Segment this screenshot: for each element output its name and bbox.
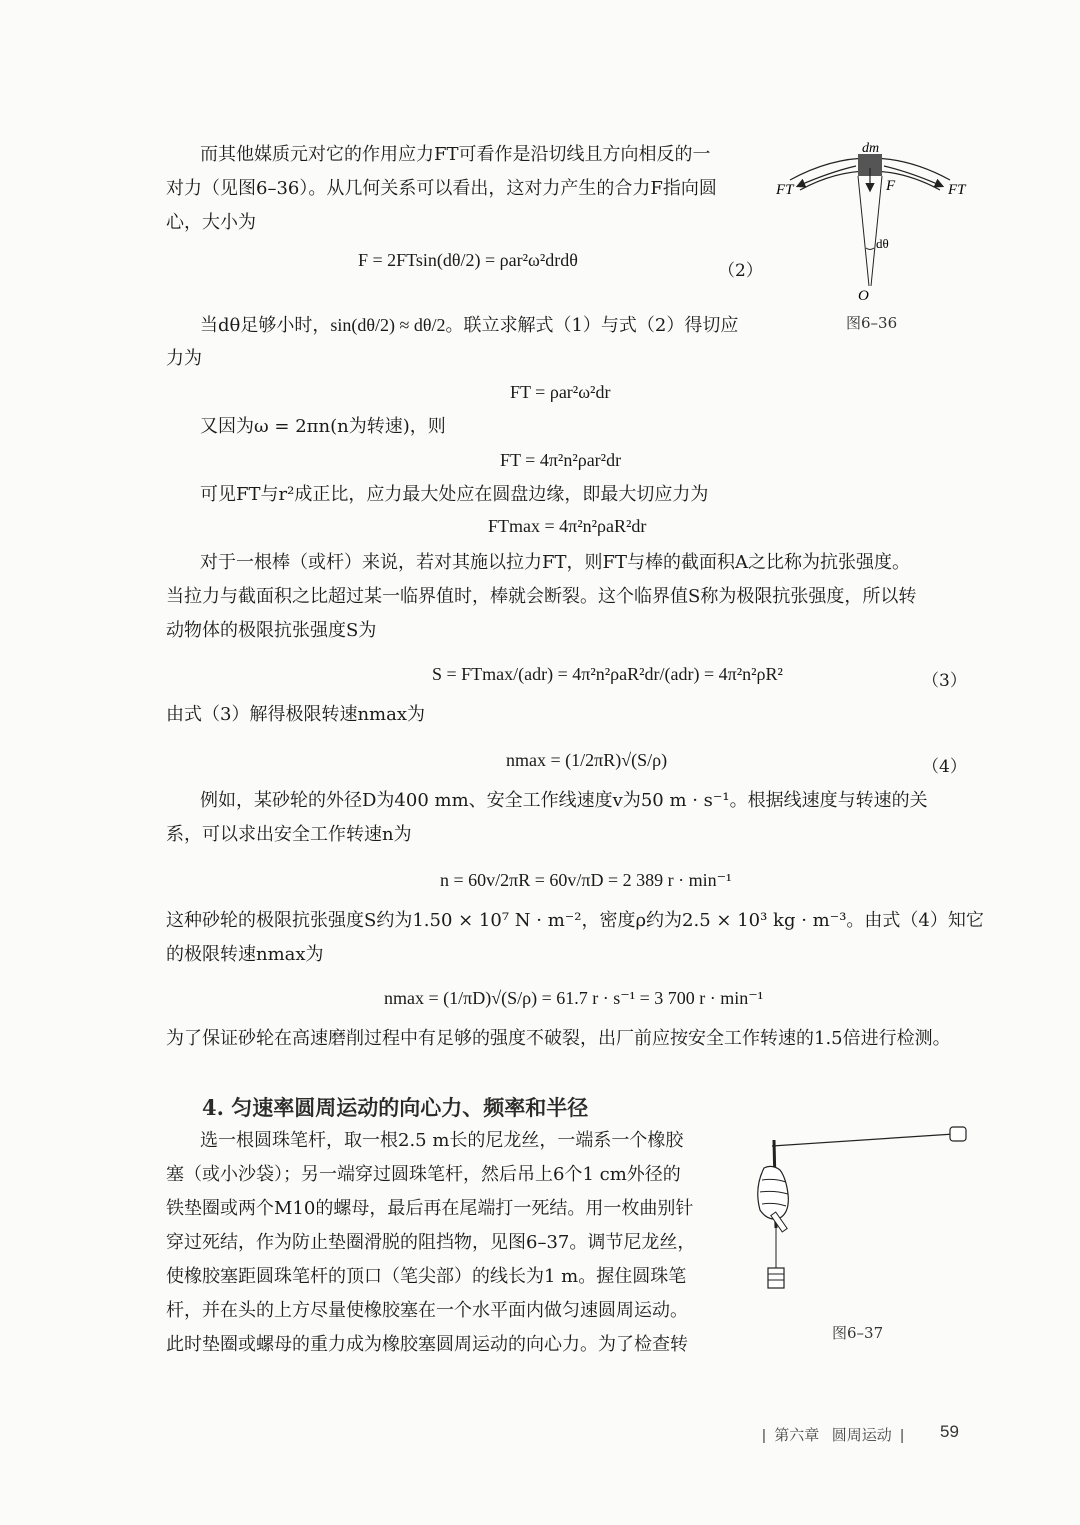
section-heading: 4. 匀速率圆周运动的向心力、频率和半径 xyxy=(202,1095,589,1120)
paragraph-line: 力为 xyxy=(166,348,202,369)
equation-number-2: （2） xyxy=(718,261,763,281)
label-ft-left: FT xyxy=(776,182,794,198)
paragraph-line: 对力（见图6–36）。从几何关系可以看出，这对力产生的合力F指向圆 xyxy=(166,178,717,199)
paragraph-line: 例如，某砂轮的外径D为400 mm、安全工作线速度v为50 m · s⁻¹。根据线速度与转速的关 xyxy=(200,790,928,811)
sin-approximation: sin(dθ/2) ≈ dθ/2 xyxy=(330,315,446,335)
figure-6-37 xyxy=(750,1118,980,1318)
equation-3: S = FTmax/(adr) = 4π²n²ρaR²dr/(adr) = 4π²n²ρR² xyxy=(432,664,783,684)
paragraph-line: 由式（3）解得极限转速nmax为 xyxy=(166,704,425,725)
label-f: F xyxy=(886,178,896,194)
label-ft-right: FT xyxy=(948,182,966,198)
paragraph-line: 当拉力与截面积之比超过某一临界值时，棒就会断裂。这个临界值S称为极限抗张强度，所以转 xyxy=(166,586,917,607)
paragraph-line: 使橡胶塞距圆珠笔杆的顶口（笔尖部）的线长为1 m。握住圆珠笔 xyxy=(166,1266,687,1287)
footer-chapter: | 第六章 圆周运动 | xyxy=(762,1427,905,1444)
paragraph-line: 动物体的极限抗张强度S为 xyxy=(166,620,377,641)
equation-number-3: （3） xyxy=(922,671,967,691)
equation-ft: FT = ρar²ω²dr xyxy=(510,382,611,402)
paragraph-line: 杆，并在头的上方尽量使橡胶塞在一个水平面内做匀速圆周运动。 xyxy=(166,1300,688,1321)
label-o: O xyxy=(858,288,869,304)
rubber-stopper xyxy=(950,1127,966,1141)
paragraph-line: 为了保证砂轮在高速磨削过程中有足够的强度不破裂，出厂前应按安全工作转速的1.5倍进行检测。 xyxy=(166,1028,951,1049)
figure-6-37-caption: 图6–37 xyxy=(832,1324,884,1342)
paragraph-line: 塞（或小沙袋）；另一端穿过圆珠笔杆，然后吊上6个1 cm外径的 xyxy=(166,1164,681,1185)
equation-ft-2: FT = 4π²n²ρar²dr xyxy=(500,450,622,470)
radius-line-left xyxy=(858,176,869,286)
figure-6-36 xyxy=(770,138,970,308)
label-dtheta: dθ xyxy=(876,236,889,251)
equation-n: n = 60v/2πR = 60v/πD = 2 389 r · min⁻¹ xyxy=(440,870,732,890)
paragraph-line: 又因为ω = 2πn(n为转速)，则 xyxy=(200,416,446,437)
paragraph-line: 铁垫圈或两个M10的螺母，最后再在尾端打一死结。用一枚曲别针 xyxy=(166,1198,694,1219)
equation-4: nmax = (1/2πR)√(S/ρ) xyxy=(506,750,668,770)
paragraph-line: 而其他媒质元对它的作用应力FT可看作是沿切线且方向相反的一 xyxy=(200,144,711,165)
paragraph-line: 可见FT与r²成正比，应力最大处应在圆盘边缘，即最大切应力为 xyxy=(200,484,709,505)
angle-arc xyxy=(866,248,874,250)
page-number: 59 xyxy=(940,1422,959,1441)
paragraph-line: 心，大小为 xyxy=(166,212,256,233)
paragraph-line: 对于一根棒（或杆）来说，若对其施以拉力FT，则FT与棒的截面积A之比称为抗张强度。 xyxy=(200,552,910,573)
footer-separator-left: | xyxy=(762,1427,775,1444)
paragraph-line: 此时垫圈或螺母的重力成为橡胶塞圆周运动的向心力。为了检查转 xyxy=(166,1334,688,1355)
paragraph-line: 的极限转速nmax为 xyxy=(166,944,324,965)
equation-number-4: （4） xyxy=(922,757,967,777)
paragraph-line: 系，可以求出安全工作转速n为 xyxy=(166,824,412,845)
footer-separator-right: | xyxy=(891,1427,905,1444)
tension-arrow-left xyxy=(798,166,856,186)
paragraph-line: 选一根圆珠笔杆，取一根2.5 m长的尼龙丝，一端系一个橡胶 xyxy=(200,1130,684,1151)
washers xyxy=(768,1268,784,1288)
equation-2: F = 2FTsin(dθ/2) = ρar²ω²drdθ xyxy=(358,250,578,270)
radius-line-right xyxy=(871,176,882,286)
figure-6-36-caption: 图6–36 xyxy=(846,314,898,332)
equation-nmax: nmax = (1/πD)√(S/ρ) = 61.7 r · s⁻¹ = 3 700 r · min⁻¹ xyxy=(384,988,764,1008)
paragraph-line: 当dθ足够小时，sin(dθ/2) ≈ dθ/2。联立求解式（1）与式（2）得切应 xyxy=(200,315,739,336)
paragraph-line: 穿过死结，作为防止垫圈滑脱的阻挡物，见图6–37。调节尼龙丝， xyxy=(166,1232,696,1253)
paragraph-line: 这种砂轮的极限抗张强度S约为1.50 × 10⁷ N · m⁻²，密度ρ约为2.5 × 10³ kg · m⁻³。由式（4）知它 xyxy=(166,910,984,931)
label-dm: dm xyxy=(862,141,880,156)
equation-ftmax: FTmax = 4π²n²ρaR²dr xyxy=(488,516,647,536)
horizontal-string xyxy=(772,1134,954,1146)
